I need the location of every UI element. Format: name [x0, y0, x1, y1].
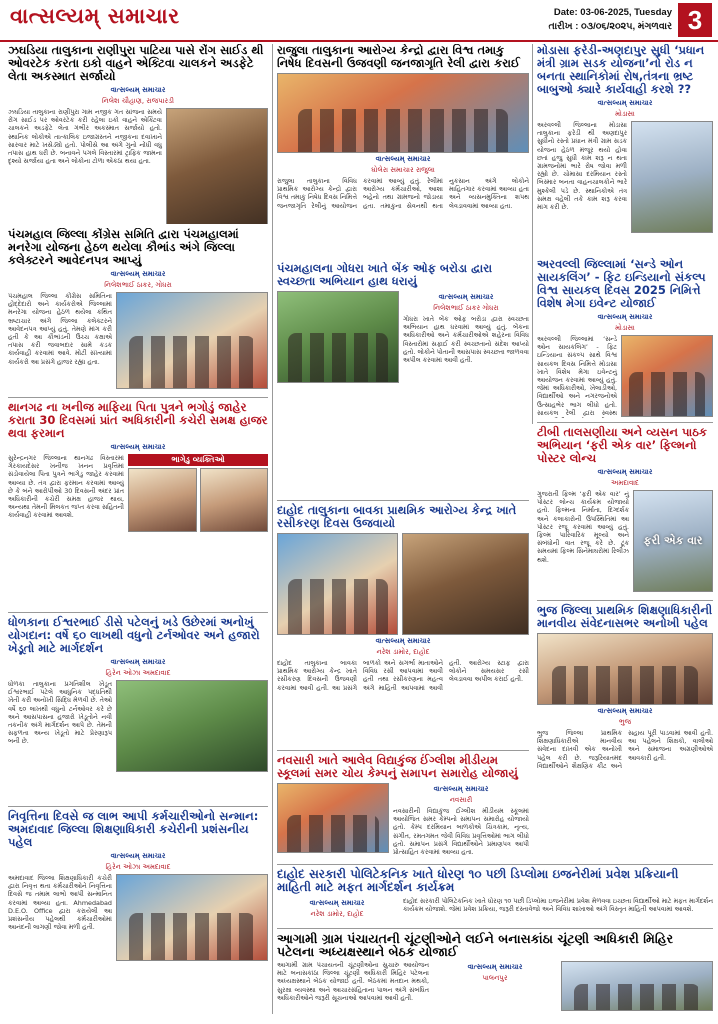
article-photo — [277, 291, 399, 383]
article-location: મોડાસા — [615, 110, 635, 118]
article-body: ભુજ જિલ્લા પ્રાથમિક શિક્ષણાધિકારીએ માનવીય સંવેદના દાખવી એક અનોખી પહેલ કરી છે. જરૂરિયાતમંદ વિદ્યાર્થીઓને શૈક્ષણિક કીટ અને સહાય પૂરી પાડવામાં આવી હતી. આ પહેલને શિક્ષકો, વાલીઓ અને સમાજના અગ્રણીઓએ આવકારી હતી. — [537, 729, 713, 770]
article-headline: મોડાસા ફરેડી-અણદાપુર સુધી ‘પ્રધાન મંત્રી ગ્રામ સડક યોજના’નો રોડ ન બનતા સ્થાનિકોમાં રોષ,તંત્રના ભ્રષ્ટ બાબુઓ ક્યારે કાર્યવાહી કરશે ?? — [537, 44, 705, 96]
article-body: ઝઘડિયા તાલુકાના રાણીપુરા ગામ નજીક ગત સાંજના સમયે રોંગ સાઈડ પર ઓવરટેક કરી રહેલા ઇકો વાહને એક્ટિવા ચાલકને અડફેટે લેતા ગંભીર અકસ્માત સર્જાયો હતો. સ્થાનિક લોકોએ તાત્કાલિક ઇજાગ્રસ્તને નજીકના દવાખાને સારવાર માટે ખસેડ્યો હતો. પોલીસે આ અંગે ગુનો નોંધી વધુ તપાસ હાથ ધરી છે. બનાવને પગલે વિસ્તારમાં ટ્રાફિક જામના દૃશ્યો સર્જાયા હતા અને લોકોના ટોળા એકઠા થયા હતા. — [8, 108, 162, 166]
article-body: સુરેન્દ્રનગર જિલ્લાના થાનગઢ વિસ્તારમાં ગેરકાયદેસર ખનીજ ખનન પ્રવૃત્તિમાં સંડોવાયેલા પિતા પુત્રને ભાગેડુ જાહેર કરવામાં આવ્યા છે. તંત્ર દ્વારા ફરમાન કરવામાં આવ્યું છે કે બંને આરોપીઓ 30 દિવસની અંદર પ્રાંત અધિકારીની કચેરી સમક્ષ હાજર થાય, અન્યથા તેમની મિલકત જપ્ત કરવા સહિતની કાર્યવાહી કરવામાં આવશે. — [8, 454, 124, 520]
column-divider — [272, 44, 273, 1014]
article-body: ધોળકા તાલુકાના પ્રગતિશીલ ખેડૂત ઈશ્વરભાઈ પટેલે આધુનિક પદ્ધતિથી ખેતી કરી અનોખી સિદ્ધિ મેળવી છે. તેઓ વર્ષે ૬૦ લાખથી વધુનો ટર્નઓવર કરે છે અને આસપાસના હજારો ખેડૂતોને નવી તકનીક અંગે માર્ગદર્શન આપે છે. તેમની સફળતા અન્ય ખેડૂતો માટે પ્રેરણારૂપ બની છે. — [8, 680, 112, 746]
article-headline: પંચમહાલ જિલ્લા કોંગ્રેસ સમિતિ દ્વારા પંચમહાલમાં મનરેગા યોજના હેઠળ થયેલા કૌભાંડ અંગે જિલ્લા કલેક્ટરને આવેદનપત્ર આપ્યું — [8, 228, 239, 267]
article-headline: રાજુલા તાલુકાના આરોગ્ય કેન્દ્રો દ્વારા વિશ્વ તમાકુ નિષેધ દિવસની ઉજવણી જનજાગૃતિ રેલી દ્વારા કરાઈ — [277, 44, 520, 70]
article-election-meeting — [277, 928, 713, 1021]
article-headline: ઝઘડિયા તાલુકાના રાણીપુરા પાટિયા પાસે રોંગ સાઈડ થી ઓવરટેક કરતા ઇકો વાહને એક્ટિવા ચાલકને અડફેટે લેતા અકસ્માત સર્જાયો — [8, 44, 264, 83]
article-accident — [8, 44, 268, 224]
article-body: ગોધરા ખાતે બેંક ઓફ બરોડા દ્વારા સ્વચ્છતા અભિયાન હાથ ધરવામાં આવ્યું હતું. બેંકના અધિકારીઓ અને કર્મચારીઓએ શહેરના વિવિધ વિસ્તારોમાં સફાઈ કરી સ્વચ્છતાનો સંદેશ આપ્યો હતો. લોકોને પોતાની આસપાસ સ્વચ્છતા જાળવવા અપીલ કરવામાં આવી હતી. — [403, 315, 529, 365]
article-location: નવસારી — [449, 796, 473, 804]
article-body: અમદાવાદ જિલ્લા શિક્ષણાધિકારી કચેરી દ્વારા નિવૃત્ત થતા કર્મચારીઓને નિવૃત્તિના દિવસે જ તમામ લાભો આપી સન્માનિત કરવામાં આવ્યા હતા. Ahmedabad D.E.O. Office દ્વારા કરાયેલી આ પ્રશંસનીય પહેલથી કર્મચારીઓમાં આનંદની લાગણી જોવા મળી હતી. — [8, 874, 112, 932]
page-number: 3 — [678, 3, 712, 37]
article-byline: વાત્સલ્યમ્ સમાચાર — [110, 658, 166, 666]
article-photo — [116, 680, 268, 772]
article-tobacco-day — [277, 44, 529, 259]
article-byline: વાત્સલ્યમ્ સમાચાર — [438, 293, 494, 301]
article-congress — [8, 228, 268, 393]
article-byline: વાત્સલ્યમ્ સમાચાર — [110, 86, 166, 94]
article-location: ઘોલેરા સમાચાર રાજુલા — [371, 166, 435, 174]
article-headline: ભુજ જિલ્લા પ્રાથમિક શિક્ષણાધિકારીની માનવીય સંવેદનાસભર અનોખી પહેલ — [537, 603, 713, 630]
article-byline: વાત્સલ્યમ્ સમાચાર — [597, 707, 653, 715]
article-body: આગામી ગ્રામ પંચાયતની ચૂંટણીઓના સુચારુ આયોજન માટે બનાસકાંઠા જિલ્લા ચૂંટણી અધિકારી મિહિર પટેલના અધ્યક્ષસ્થાને બેઠક યોજાઈ હતી. બેઠકમાં મતદાન મથકો, સુરક્ષા વ્યવસ્થા અને આચારસંહિતાના પાલન અંગે સંબંધિત અધિકારીઓને જરૂરી સૂચનાઓ આપવામાં આવી હતી. — [277, 961, 429, 1002]
column-divider — [532, 44, 533, 424]
article-byline: વાત્સલ્યમ્ સમાચાર — [110, 852, 166, 860]
article-location: નિલેશભાઈ ઠાકર, ગોધરા — [104, 281, 172, 289]
article-headline: અરવલ્લી જિલ્લામાં ‘સન્ડે ઓન સાયકલિંગ’ - ફિટ ઇન્ડિયાનો સંકલ્પ વિશ્વ સાયકલ દિવસ 2025 નિમિત્તે વિશેષ મેગા ઇવેન્ટ યોજાઈ — [537, 258, 706, 310]
article-location: નિલેશભાઈ ઠાકર ગોધરા — [433, 304, 499, 312]
article-location: નરેશ ડામોર, દાહોદ — [310, 910, 364, 918]
article-byline: વાત્સલ્યમ્ સમાચાર — [467, 963, 523, 971]
article-byline: વાત્સલ્યમ્ સમાચાર — [110, 270, 166, 278]
fugitive-photo — [128, 468, 197, 532]
article-vaccination-day — [277, 500, 529, 746]
article-body: દાહોદ સરકારી પોલિટેકનિક ખાતે ધોરણ ૧૦ પછી ડિપ્લોમા ઇજનેરીમાં પ્રવેશ મેળવવા ઇચ્છતા વિદ્યાર્થીઓ માટે મફત માર્ગદર્શન કાર્યક્રમ યોજાશે. જેમાં પ્રવેશ પ્રક્રિયા, જરૂરી દસ્તાવેજો અને વિવિધ શાખાઓ અંગે વિસ્તૃત માહિતી આપવામાં આવશે. — [403, 897, 713, 914]
article-byline: વાત્સલ્યમ્ સમાચાર — [597, 313, 653, 321]
article-headline: દાહોદ તાલુકાના બાવકા પ્રાથમિક આરોગ્ય કેન્દ્ર ખાતે રસીકરણ દિવસ ઉજવાયો — [277, 503, 517, 530]
article-photo — [561, 961, 713, 1011]
article-headline: ટીબી તાલસણીયા અને વ્યસન પાઠક અભિયાન ‘ફરી એક વાર’ ફિલ્મનો પોસ્ટર લોન્ચ — [537, 425, 708, 465]
article-photo — [277, 533, 398, 635]
article-location: નરેશ ડામોર, દાહોદ — [376, 648, 430, 656]
article-bank-cleanliness — [277, 262, 529, 412]
article-location: હિરેન ઓઝા અમદાવાદ — [105, 669, 171, 677]
article-body: દાહોદ તાલુકાના બાવકા પ્રાથમિક આરોગ્ય કેન્દ્ર ખાતે રસીકરણ દિવસની ઉજવણી કરવામાં આવી હતી. આ પ્રસંગે બાળકો અને સગર્ભા માતાઓને વિવિધ રસી આપવામાં આવી હતી તથા રસીકરણના મહત્વ અંગે માહિતી આપવામાં આવી હતી. આરોગ્ય સ્ટાફ દ્વારા લોકોને સમયસર રસી લેવડાવવા અપીલ કરાઈ હતી. — [277, 659, 529, 692]
fugitive-photo — [200, 468, 269, 532]
article-headline: ધોળકાના ઈશ્વરભાઈ ડીસે પટેલનું ખડે ઉછેરમાં અનોખું યોગદાન: વર્ષે ૬૦ લાખથી વધુનો ટર્નઓવર અને હજારો ખેડૂતો માટે માર્ગદર્શન — [8, 615, 260, 655]
article-body: ગુજરાતી ફિલ્મ ‘ફરી એક વાર’ નું પોસ્ટર લોન્ચ કાર્યક્રમ યોજાયો હતો. ફિલ્મના નિર્માતા, દિગ્દર્શક અને કલાકારોની ઉપસ્થિતિમાં આ પોસ્ટર રજૂ કરવામાં આવ્યું હતું. ફિલ્મ પારિવારિક મૂલ્યો અને સંબંધોની વાત રજૂ કરે છે. ટૂંક સમયમાં ફિલ્મ સિનેમાઘરોમાં રિલીઝ થશે. — [537, 490, 629, 564]
article-location: પાલનપુર — [482, 974, 508, 982]
article-photo — [277, 783, 389, 853]
article-headline: પંચમહાલના ગોધરા ખાતે બેંક ઓફ બરોડા દ્વારા સ્વચ્છતા અભિયાન હાથ ધરાયું — [277, 262, 493, 288]
article-film-poster — [537, 422, 713, 598]
article-education-initiative — [537, 600, 713, 796]
article-location: મોડાસા — [615, 324, 635, 332]
article-location: ભુજ — [618, 718, 632, 726]
date-english: Date: 03-06-2025, Tuesday — [553, 7, 672, 18]
article-headline: થાનગઢ ના ખનીજ માફિયા પિતા પુત્રને ભગોડું જાહેર કરાતા 30 દિવસમાં પ્રાંત અધિકારીની કચેરી સમક્ષ હાજર થવા ફરમાન — [8, 400, 268, 440]
article-byline: વાત્સલ્યમ્ સમાચાર — [110, 443, 166, 451]
article-location: નિલેશ ચૌહાણ, રાજપારડી — [101, 97, 175, 105]
article-byline: વાત્સલ્યમ્ સમાચાર — [597, 99, 653, 107]
article-body: અરવલ્લી જિલ્લામાં ‘સન્ડે ઓન સાયકલિંગ’ - ફિટ ઇન્ડિયાના સંકલ્પ સાથે વિશ્વ સાયકલ દિવસ નિમિત્તે મોડાસા ખાતે વિશેષ મેગા ઇવેન્ટનું આયોજન કરવામાં આવ્યું હતું. જેમાં અધિકારીઓ, ખેલાડીઓ, વિદ્યાર્થીઓ અને નગરજનોએ ઉત્સાહભેર ભાગ લીધો હતો. સાયકલ રેલી દ્વારા સ્વસ્થ — [537, 335, 617, 417]
date-block — [549, 6, 672, 34]
article-byline: વાત્સલ્યમ્ સમાચાર — [375, 155, 431, 163]
film-poster-title: ફરી એક વાર — [643, 534, 703, 547]
article-body: નવસારીની વિદ્યાકુંજ ઈંગ્લીશ મીડીયમ સ્કૂલમાં આયોજિત સમર કેમ્પનો સમાપન સમારોહ યોજાયો હતો. કેમ્પ દરમિયાન બાળકોએ ચિત્રકામ, નૃત્ય, સંગીત, રમતગમત જેવી વિવિધ પ્રવૃત્તિઓમાં ભાગ લીધો હતો. સમાપન પ્રસંગે વિદ્યાર્થીઓને પ્રમાણપત્ર આપી પ્રોત્સાહિત કરવામાં આવ્યા હતા. — [393, 807, 529, 857]
article-farmer — [8, 612, 268, 803]
article-byline: વાત્સલ્યમ્ સમાચાર — [309, 899, 365, 907]
article-byline: વાત્સલ્યમ્ સમાચાર — [375, 637, 431, 645]
film-poster — [633, 490, 713, 592]
article-photo — [277, 73, 529, 153]
article-byline: વાત્સલ્યમ્ સમાચાર — [597, 468, 653, 476]
masthead — [0, 0, 718, 42]
article-polytechnic — [277, 864, 713, 925]
article-headline: નવસારી ખાતે આલેવ વિદ્યાકુંજ ઈંગ્લીશ મીડીયમ સ્કૂલમાં સમર ચોય કેમ્પનું સમાપન સમારોહ યોજાયું — [277, 753, 518, 780]
article-retirement-honour — [8, 806, 268, 1019]
article-mining-fugitive — [8, 397, 268, 608]
newspaper-logo: વાત્સલ્યમ્ સમાચાર — [10, 4, 180, 28]
article-headline: નિવૃત્તિના દિવસે જ લાભ આપી કર્મચારીઓનો સન્માન: અમદાવાદ જિલ્લા શિક્ષણાધિકારી કચેરીની પ્રશંસનીય પહેલ — [8, 809, 259, 849]
article-location: હિરેન ઓઝા અમદાવાદ — [105, 863, 171, 871]
article-road — [537, 44, 713, 254]
date-gujarati: તારીખ : ૦૩/૦૬/૨૦૨૫, મંગળવાર — [548, 21, 672, 32]
article-headline: આગામી ગ્રામ પંચાયતની ચૂંટણીઓને લઈને બનાસકાંઠા ચૂંટણી અધિકારી મિહિર પટેલના અધ્યક્ષસ્થાને બેઠક યોજાઈ — [277, 931, 674, 959]
fugitive-caption: ભાગેડુ વ્યક્તિઓ — [128, 454, 268, 466]
article-cycling — [537, 258, 713, 418]
article-body: પંચમહાલ જિલ્લા કોંગ્રેસ સમિતિના હોદ્દેદારો અને કાર્યકરોએ જિલ્લામાં મનરેગા યોજના હેઠળ થયેલા કથિત ભ્રષ્ટાચાર અંગે જિલ્લા કલેક્ટરને આવેદનપત્ર આપ્યું હતું. તેમણે માંગ કરી હતી કે આ કૌભાંડની ઉચ્ચ કક્ષાએ તપાસ કરી જવાબદાર સામે કડક કાર્યવાહી કરવામાં આવે. મોટી સંખ્યામાં કાર્યકરો આ પ્રસંગે હાજર રહ્યા હતા. — [8, 292, 112, 366]
article-photo — [166, 108, 268, 224]
article-photo — [621, 335, 713, 417]
article-summer-camp — [277, 750, 529, 861]
article-photo — [402, 533, 529, 635]
article-photo — [116, 874, 268, 961]
article-byline: વાત્સલ્યમ્ સમાચાર — [433, 785, 489, 793]
article-body: રાજુલા તાલુકાના વિવિધ પ્રાથમિક આરોગ્ય કેન્દ્રો દ્વારા વિશ્વ તમાકુ નિષેધ દિવસ નિમિત્તે જનજાગૃતિ રેલીનું આયોજન કરવામાં આવ્યું હતું. રેલીમાં આરોગ્ય કર્મચારીઓ, આશા બહેનો તથા ગ્રામજનો જોડાયા હતા. તમાકુના સેવનથી થતા નુકસાન અંગે લોકોને માહિતગાર કરવામાં આવ્યા હતા અને વ્યસનમુક્તિના શપથ લેવડાવવામાં આવ્યા હતા. — [277, 177, 529, 210]
article-body: અરવલ્લી જિલ્લાના મોડાસા તાલુકાના ફરેડી થી અણદાપુર સુધીનો રસ્તો પ્રધાન મંત્રી ગ્રામ સડક યોજના હેઠળ મંજૂર થયો હોવા છતાં હજુ સુધી કામ શરૂ ન થતા ગ્રામજનોમાં ભારે રોષ જોવા મળી રહ્યો છે. ચોમાસા દરમિયાન રસ્તો બિસ્માર બનતા વાહનચાલકોને ભારે મુશ્કેલી પડે છે. સ્થાનિકોએ તંત્ર સમક્ષ વહેલી તકે કામ શરૂ કરવા માંગ કરી છે. — [537, 121, 627, 212]
article-headline: દાહોદ સરકારી પોલિટેકનિક ખાતે ધોરણ ૧૦ પછી ડિપ્લોમા ઇજનેરીમાં પ્રવેશ પ્રક્રિયાની માહિતી માટે મફત માર્ગદર્શન કાર્યક્રમ — [277, 867, 679, 894]
article-photo — [537, 633, 713, 705]
article-photo — [631, 121, 713, 233]
article-location: અમદાવાદ — [611, 479, 639, 487]
article-photo — [116, 292, 268, 389]
